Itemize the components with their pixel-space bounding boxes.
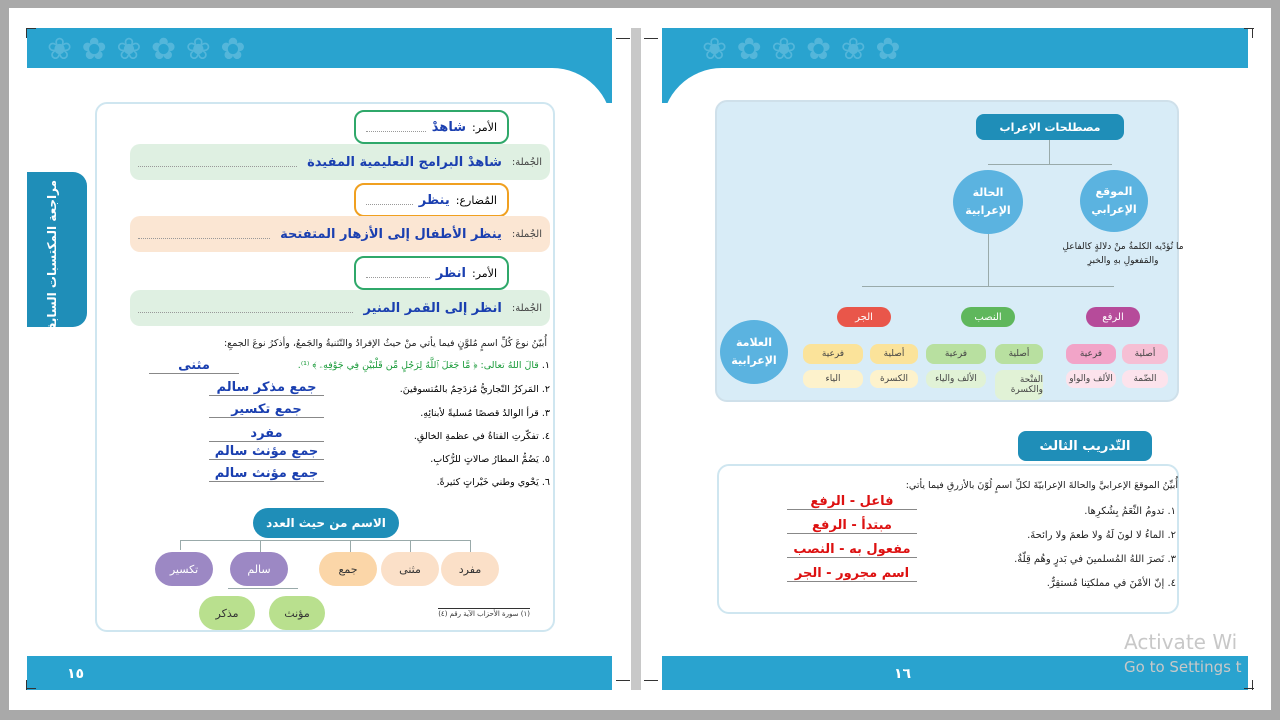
jarr-original: أصلية	[870, 344, 918, 364]
dots	[138, 229, 270, 239]
decor-icon: ✿ ❀ ✿ ❀ ✿ ❀	[47, 32, 246, 67]
item-value: ينظر	[418, 192, 450, 208]
footnote: (١) سورة الأحزاب الآية رقم (٤)	[438, 610, 530, 618]
sentence-1	[297, 360, 550, 371]
node-masculine: مذكر	[199, 596, 255, 630]
sentence-text: تدومُ النِّعَمُ بِشُكرِها.	[1084, 506, 1165, 517]
mark-alif-waw: الألف والواو	[1066, 370, 1116, 388]
case-raf: الرفع	[1086, 307, 1140, 327]
num: ١.	[1167, 506, 1176, 517]
item-label: الأمر:	[472, 266, 497, 280]
item-value: انظر	[435, 265, 466, 281]
exercise-prompt: أُبيِّنُ الموقعَ الإعرابيَّ والحالةَ الإعرابيّةَ لكلِّ اسمٍ لُوّنَ بالأزرقِ فيما يأتي:	[905, 480, 1178, 491]
spine-gutter	[631, 28, 641, 690]
bottom-band	[27, 656, 612, 690]
root-node: مصطلحات الإعراب	[976, 114, 1124, 140]
connector	[862, 286, 1114, 287]
page-number: ١٥	[67, 666, 85, 682]
sentence-text: قرأ الوالدُ قصصًا مُسليةً لأبنائِهِ.	[420, 408, 539, 419]
num: ٢.	[541, 384, 550, 395]
sentence-text: إنّ الأمْنَ في مملكتِنا مُستقِرٌّ.	[1046, 578, 1165, 589]
num: ٢.	[1167, 530, 1176, 541]
imperative-box-1[interactable]	[354, 110, 509, 144]
nasb-branch: فرعية	[926, 344, 986, 364]
connector	[228, 588, 298, 589]
case-nasb: النصب	[961, 307, 1015, 327]
crop-mark	[26, 680, 27, 690]
num: ١.	[541, 360, 550, 371]
item-label: الأمر:	[472, 120, 497, 134]
connector	[350, 540, 351, 552]
num: ٦.	[541, 477, 550, 488]
mark-alif-ya: الألف والياء	[926, 370, 986, 388]
sentence-2	[300, 384, 550, 395]
raf-original: أصلية	[1122, 344, 1168, 364]
page-number: ١٦	[894, 666, 912, 682]
book-spine	[612, 28, 662, 690]
side-tab-label: مراجعة المكتسبات السابقة	[45, 180, 59, 339]
crop-mark	[1252, 680, 1253, 690]
answer-2[interactable]: مبتدأ - الرفع	[787, 518, 917, 534]
connector	[470, 540, 471, 552]
crop-mark	[26, 28, 36, 29]
mark-fatha-kasra: الفتْحة والكسرة	[995, 370, 1043, 400]
num: ٣.	[1167, 554, 1176, 565]
sentence-bar-3[interactable]	[130, 290, 550, 326]
sentence-bar-1[interactable]	[130, 144, 550, 180]
jarr-branch: فرعية	[803, 344, 863, 364]
sentence-bar-2[interactable]	[130, 216, 550, 252]
node-plural: جمع	[319, 552, 377, 586]
section-side-tab[interactable]	[27, 172, 87, 339]
answer-1[interactable]: فاعل - الرفع	[787, 494, 917, 510]
crop-mark	[644, 680, 658, 681]
num: ٥.	[541, 454, 550, 465]
answer-1[interactable]: مثنى	[149, 358, 239, 374]
position-circle: الموقع الإعرابي	[1080, 170, 1148, 232]
crop-mark	[616, 38, 630, 39]
item-value: شاهدْ البرامج التعليمية المفيدة	[307, 154, 502, 170]
item-value: شاهدْ	[431, 119, 466, 135]
connector	[180, 540, 470, 541]
dots	[138, 157, 297, 167]
mark-ya: الياء	[803, 370, 863, 388]
crop-mark	[616, 680, 630, 681]
answer-6[interactable]: جمع مؤنث سالم	[209, 466, 324, 482]
number-diagram-title: الاسم من حيث العدد	[253, 508, 399, 538]
present-box[interactable]	[354, 183, 509, 217]
mark-damma: الضّمة	[1122, 370, 1168, 388]
connector	[1049, 140, 1050, 164]
state-circle: الحالة الإعرابية	[953, 170, 1023, 234]
item-label: الجُملة:	[511, 156, 542, 168]
dots	[366, 122, 426, 132]
answer-3[interactable]: مفعول به - النصب	[787, 542, 917, 558]
dots	[366, 268, 430, 278]
crop-mark	[26, 688, 36, 689]
dots	[366, 195, 413, 205]
crop-mark	[26, 28, 27, 38]
item-value: انظر إلى القمر المنير	[363, 300, 502, 316]
node-broken: تكسير	[155, 552, 213, 586]
exercise-title: التّدريب الثالث	[1018, 431, 1152, 461]
sentence-text: المَركزُ التّجاريُّ مُزدَحِمٌ بالمُتسوقينَ.	[399, 384, 539, 395]
answer-5[interactable]: جمع مؤنث سالم	[209, 444, 324, 460]
node-singular: مفرد	[441, 552, 499, 586]
exercise-prompt: أُبيّنُ نوعَ كُلِّ اسمٍ مُلوَّنٍ فيما يأتي منْ حيثُ الإفرادُ والتّثنيةُ والجَمعُ، وأذكرُ نوعَ الجمعِ:	[223, 338, 547, 349]
position-note: ما تُؤدّيه الكلمةُ منْ دلالةٍ كالفاعلِ والمَفعولِ بهِ والخبرِ	[1062, 242, 1184, 267]
node-feminine: مؤنث	[269, 596, 325, 630]
sentence-text: تفكّرتِ الفتاةُ في عظمةِ الخالقِ.	[413, 431, 539, 442]
right-page	[662, 28, 1248, 690]
item-value: ينظر الأطفال إلى الأزهار المتفتحة	[280, 226, 502, 242]
connector	[180, 540, 181, 550]
sentence-1	[1084, 506, 1176, 517]
activation-watermark-line1: Activate Wi	[1124, 630, 1238, 654]
node-dual: مثنى	[381, 552, 439, 586]
connector	[410, 540, 411, 552]
sentence-text: يَحْوي وطني خَيْراتٍ كثيرةً.	[436, 477, 539, 488]
answer-4[interactable]: مفرد	[209, 426, 324, 442]
sign-circle: العلامة الإعرابية	[720, 320, 788, 384]
sentence-3	[1014, 554, 1176, 565]
item-label: المُضارع:	[455, 193, 497, 207]
sentence-5	[300, 454, 550, 465]
item-label: الجُملة:	[511, 228, 542, 240]
sentence-text: يَضُمُّ المطارُ صالاتٍ للرُّكابِ.	[430, 454, 539, 465]
sentence-4	[300, 431, 550, 442]
connector	[988, 164, 1112, 165]
imperative-box-2[interactable]	[354, 256, 509, 290]
left-page	[27, 28, 612, 690]
node-sound: سالم	[230, 552, 288, 586]
answer-3[interactable]: جمع تكسير	[209, 402, 324, 418]
sentence-2	[1027, 530, 1176, 541]
activation-watermark-line2: Go to Settings t	[1124, 658, 1242, 676]
connector	[988, 234, 989, 286]
connector	[260, 540, 261, 552]
decor-icon: ✿ ❀ ✿ ❀ ✿ ❀	[702, 32, 901, 67]
crop-mark	[1252, 28, 1253, 38]
sentence-6	[300, 477, 550, 488]
sentence-3	[300, 408, 550, 419]
num: ٤.	[541, 431, 550, 442]
raf-branch: فرعية	[1066, 344, 1116, 364]
sentence-text: الماءُ لا لونَ لَهُ ولا طعمَ ولا رائحةَ.	[1027, 530, 1165, 541]
sentence-text: نَصرَ اللهُ المُسلمينَ في بَدرٍ وهُم قِلّةٌ.	[1014, 554, 1165, 565]
sentence-text: قالَ اللهُ تعالى: ﴿ مَّا جَعَلَ ٱللَّهُ لِرَجُلٍ مِّن قَلْبَيْنِ فِي جَوْفِهِۦ ﴾ ⁽¹⁾.	[297, 360, 539, 371]
mark-kasra: الكسرة	[870, 370, 918, 388]
nasb-original: أصلية	[995, 344, 1043, 364]
num: ٣.	[541, 408, 550, 419]
answer-4[interactable]: اسم مجرور - الجر	[787, 566, 917, 582]
answer-2[interactable]: جمع مذكر سالم	[209, 380, 324, 396]
case-jarr: الجر	[837, 307, 891, 327]
sentence-4	[1047, 578, 1176, 589]
item-label: الجُملة:	[511, 302, 542, 314]
crop-mark	[644, 38, 658, 39]
dots	[138, 303, 353, 313]
num: ٤.	[1167, 578, 1176, 589]
